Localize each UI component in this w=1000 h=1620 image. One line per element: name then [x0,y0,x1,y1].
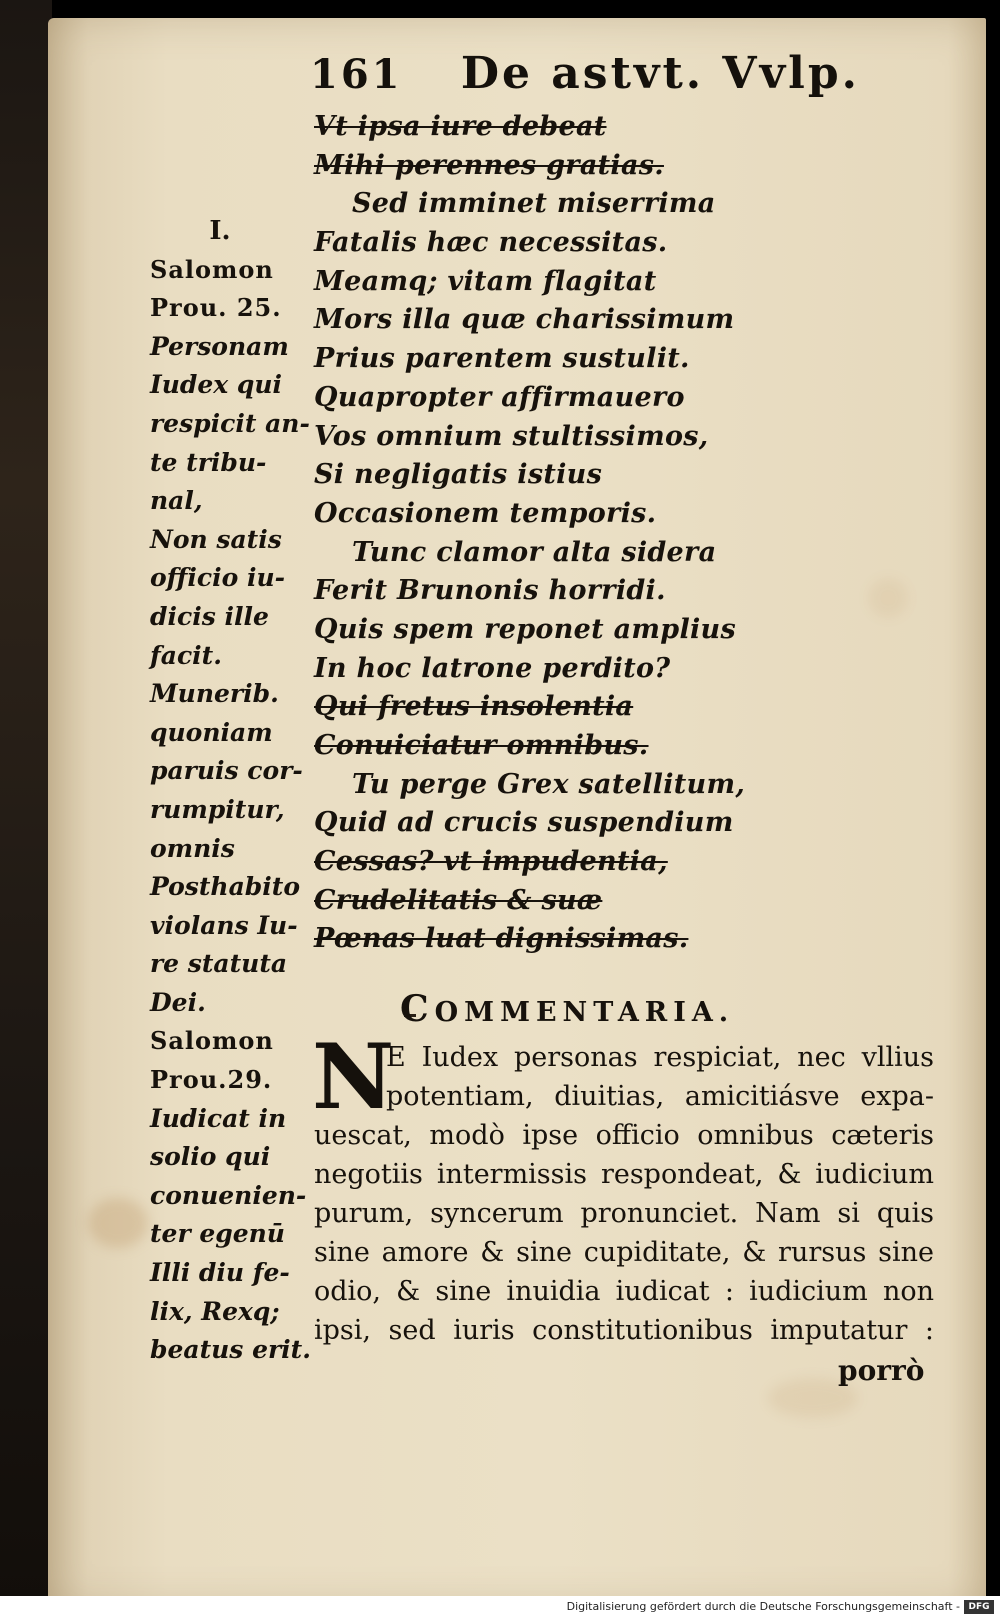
verse-line: Prius parentem sustulit. [314,343,690,375]
marginal-note-line: omnis [150,833,235,863]
section-title-initial: C [400,988,435,1030]
verse-line: Sed imminet miserrima [352,188,716,220]
verse-line: Mors illa quæ charissimum [314,304,735,336]
marginal-note-line: Munerib. [150,679,279,709]
paper-stain [868,578,908,618]
marginal-note-line: conuenien- [150,1180,307,1210]
verse-line: Vos omnium stultissimos, [314,420,709,452]
marginal-note-line: beatus erit. [150,1335,311,1365]
verse-line: Quapropter affirmauero [314,381,685,413]
marginal-note-line: te tribu- [150,447,267,477]
commentary-line: potentiam, diuitias, amicitiásve expa- [386,1081,934,1112]
marginal-note-line: facit. [150,640,222,670]
running-title: De astvt. Vvlp. [460,48,860,99]
marginal-note-line: re statuta [150,949,288,979]
verse-line: Meamq; vitam flagitat [314,265,657,297]
funding-credit: Digitalisierung gefördert durch die Deutsche Forschungsgemeinschaft - [566,1600,960,1613]
verse-line: Occasionem temporis. [314,497,657,529]
paper-stain [88,1198,148,1248]
marginal-note-line: Iudicat in [150,1103,287,1133]
running-header [310,48,860,99]
verse-line: Conuiciatur omnibus. [314,730,649,761]
marginal-note-line: I. [209,216,231,246]
commentary-line: negotiis intermissis respondeat, & iudicium [314,1159,934,1190]
marginal-note-line: lix, Rexq; [150,1296,280,1326]
commentary-line: purum, syncerum pronunciet. Nam si quis [314,1198,934,1229]
drop-cap: N [312,1024,395,1130]
book-spine [0,0,52,1620]
marginal-note-line: Prou. 25. [150,293,282,323]
marginal-note-line: quoniam [150,717,273,747]
marginal-note-line: Prou.29. [150,1065,273,1095]
catchword: porrò [838,1354,925,1387]
verse-line: Ferit Brunonis horridi. [314,575,666,607]
commentary-line: uescat, modò ipse officio omnibus cæteris [314,1120,934,1151]
commentary-line: E Iudex personas respiciat, nec vllius [386,1042,934,1073]
verse-line: Cessas? vt impudentia, [314,846,668,878]
marginal-notes [150,212,310,1370]
marginal-note-line: solio qui [150,1142,271,1172]
verse-line: Mihi perennes gratias. [314,149,664,181]
commentary-line: sine amore & sine cupiditate, & rursus sine [314,1237,934,1268]
verse-line: Quis spem reponet amplius [314,613,736,645]
commentary-line: odio, & sine inuidia iudicat : iudicium non [314,1276,934,1307]
marginal-note-line: ter egenū [150,1219,285,1249]
marginal-note-line: Posthabito [150,872,300,902]
marginal-note-line: rumpitur, [150,794,285,824]
marginal-note-line: nal, [150,486,203,516]
marginal-note-line: Iudex qui [150,370,283,400]
verse-block [314,108,874,959]
dfg-logo: DFG [964,1600,994,1614]
verse-line: Tu perge Grex satellitum, [352,768,746,800]
verse-line: Crudelitatis & suæ [314,884,603,916]
verse-line: Pœnas luat dignissimas. [314,923,689,955]
page-number: 161 [310,51,403,98]
marginal-note-line: officio iu- [150,563,285,593]
verse-line: Fatalis hæc necessitas. [314,227,668,259]
marginal-note-line: Dei. [150,987,206,1017]
marginal-note-line: dicis ille [150,601,269,631]
section-title-rest: OMMENTARIA. [434,997,735,1028]
verse-line: In hoc latrone perdito? [314,652,671,684]
marginal-note-line: Salomon [150,254,274,284]
marginal-note-line: Personam [150,331,289,361]
verse-line: Quid ad crucis suspendium [314,807,734,839]
marginal-note-line: Salomon [150,1026,274,1056]
commentary-line: ipsi, sed iuris constitutionibus imputatur : [314,1315,934,1346]
marginal-note-line: violans Iu- [150,910,298,940]
marginal-note-line: paruis cor- [150,756,303,786]
marginal-note-line: Non satis [150,524,282,554]
verse-line: Si negligatis istius [314,459,603,491]
commentary-text [312,1024,934,1350]
verse-line: Qui fretus insolentia [314,691,634,723]
section-title [400,988,734,1030]
marginal-note-line: Illi diu fe- [150,1258,290,1288]
marginal-note-line: respicit an- [150,408,310,438]
verse-line: Vt ipsa iure debeat [314,111,607,142]
verse-line: Tunc clamor alta sidera [352,536,717,568]
